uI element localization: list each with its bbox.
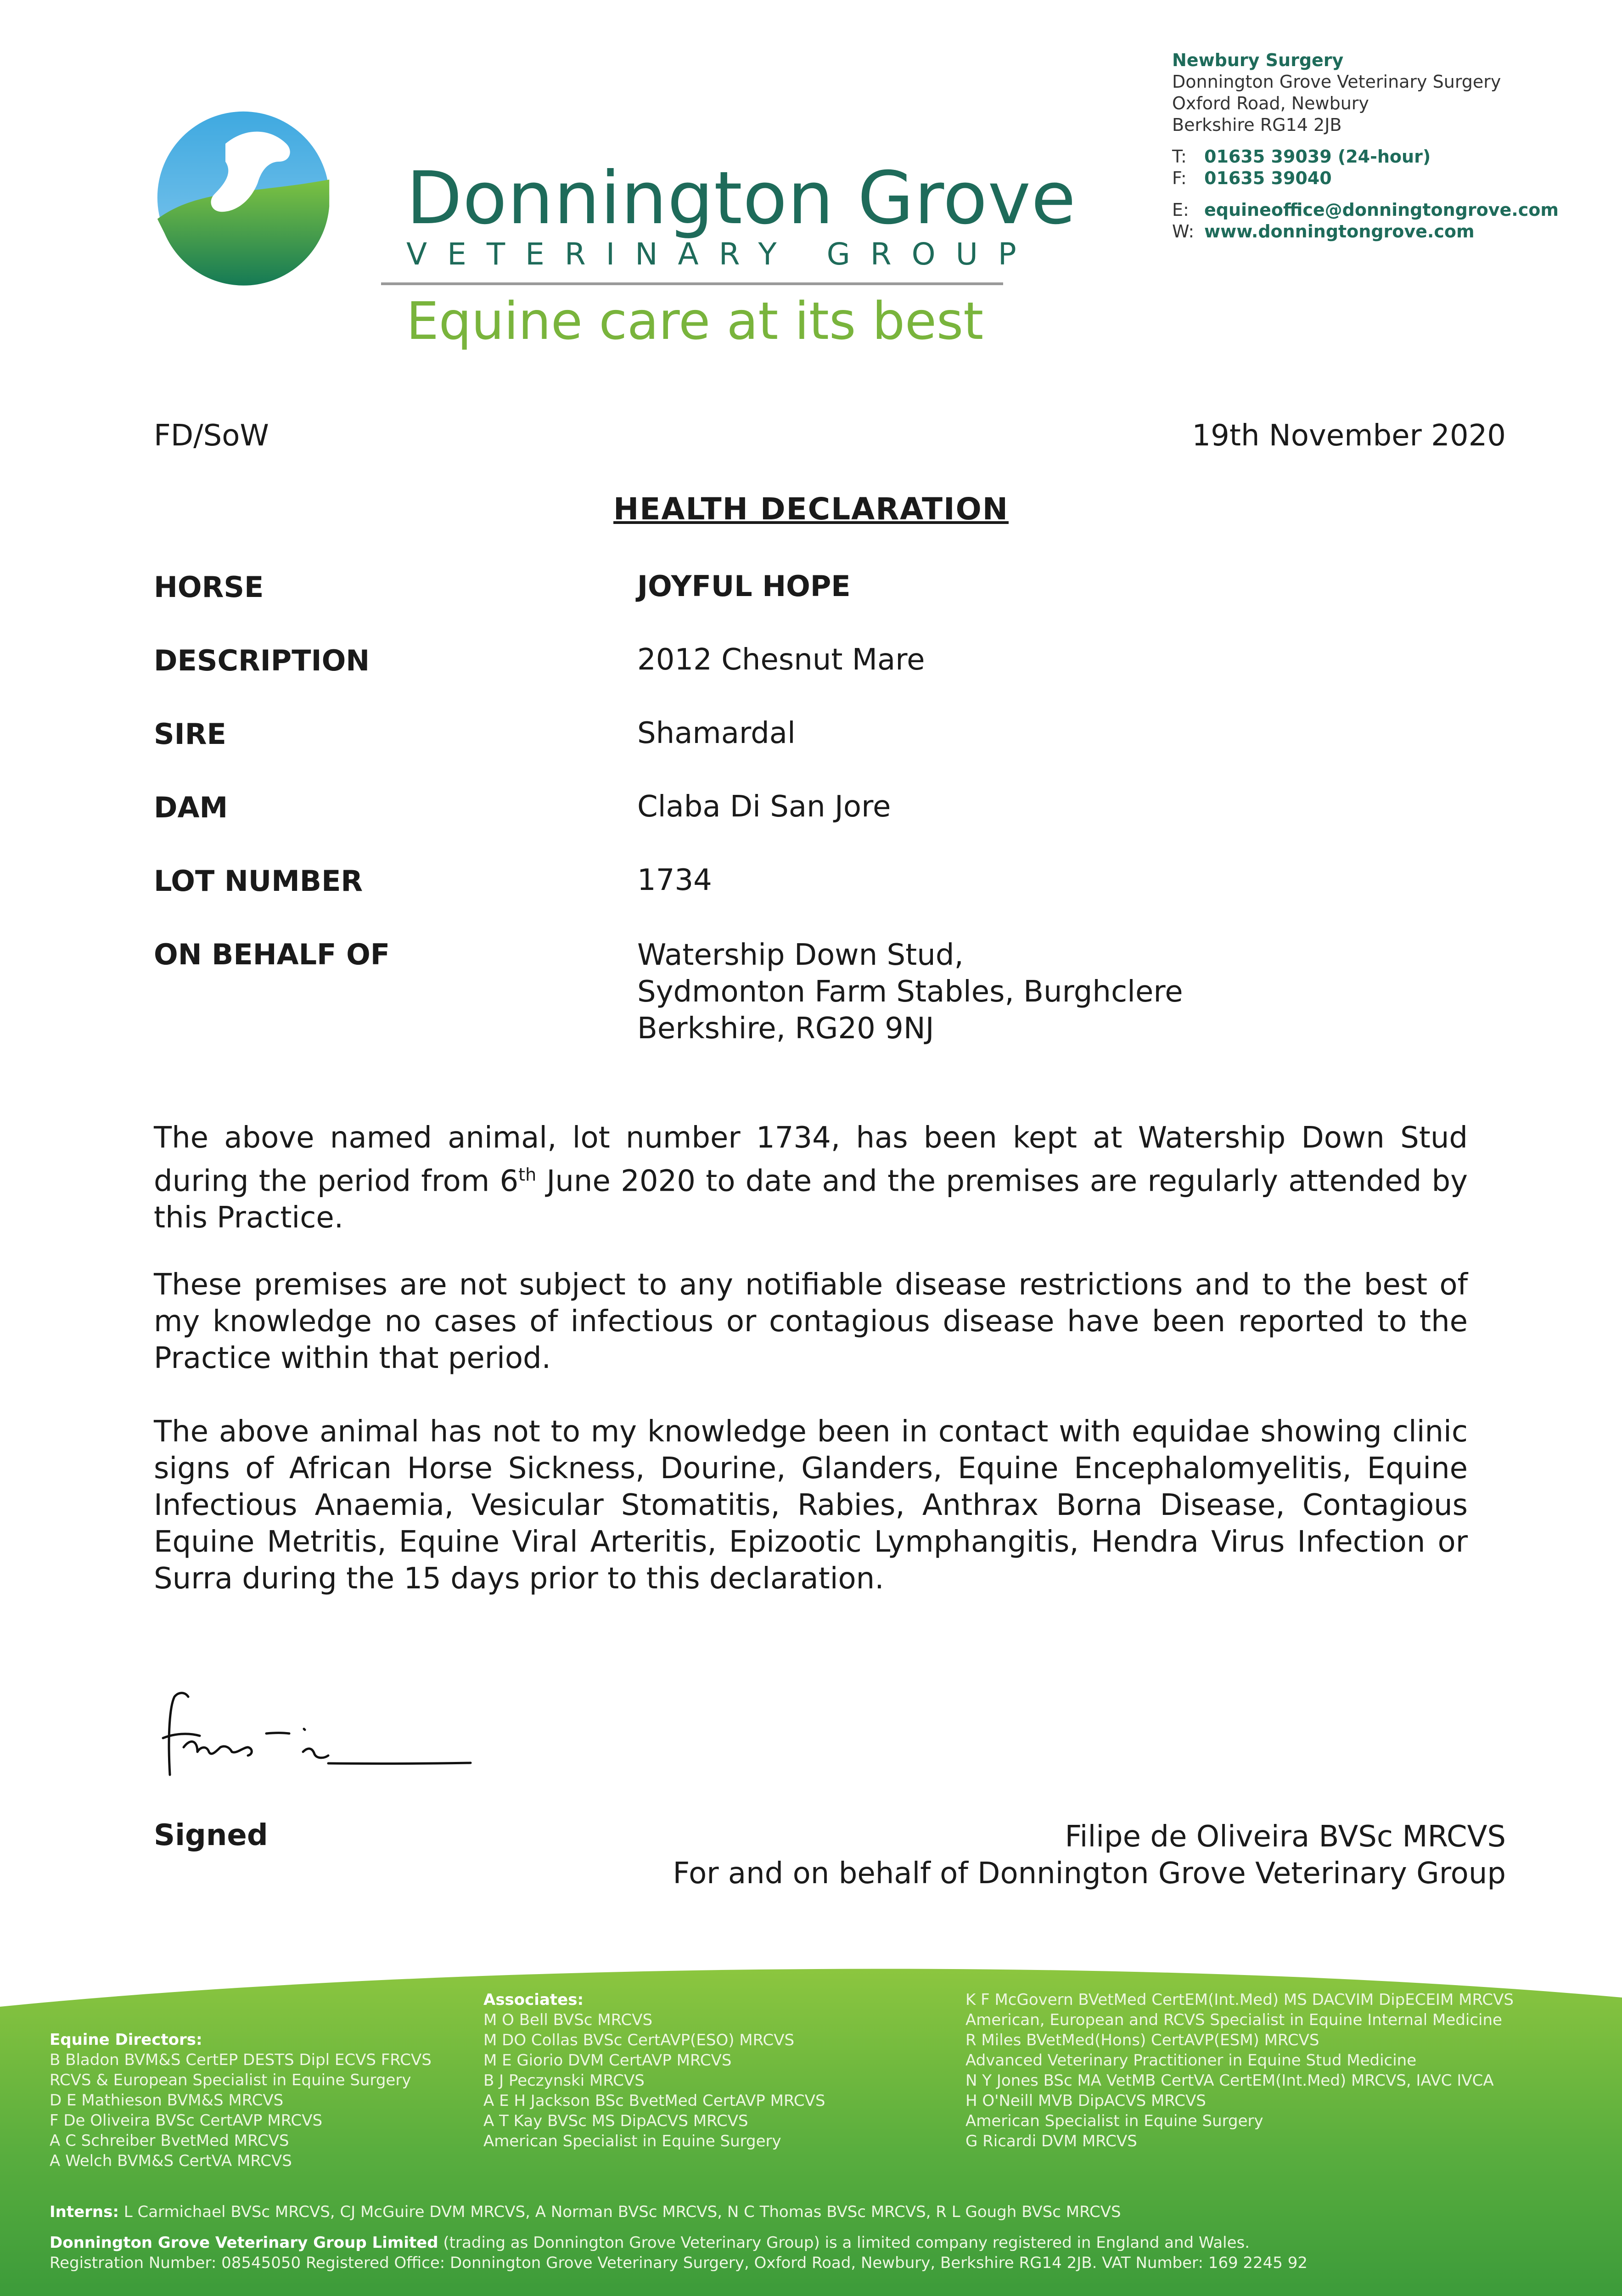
footer-directors bbox=[50, 2030, 432, 2171]
address-line: Watership Down Stud, bbox=[637, 938, 964, 972]
contact-address-line: Donnington Grove Veterinary Surgery bbox=[1172, 72, 1501, 92]
brand-divider bbox=[381, 282, 1003, 285]
ordinal-suffix: th bbox=[518, 1165, 537, 1185]
associate-line: American Specialist in Equine Surgery bbox=[965, 2112, 1263, 2130]
contact-title: Newbury Surgery bbox=[1172, 50, 1344, 70]
handwritten-signature bbox=[156, 1678, 477, 1789]
director-line: A Welch BVM&S CertVA MRCVS bbox=[50, 2152, 292, 2170]
director-line: F De Oliveira BVSc CertAVP MRCVS bbox=[50, 2111, 323, 2130]
document-title: HEALTH DECLARATION bbox=[613, 491, 1009, 527]
associate-line: G Ricardi DVM MRCVS bbox=[965, 2132, 1137, 2150]
associate-line: M DO Collas BVSc CertAVP(ESO) MRCVS bbox=[483, 2031, 795, 2049]
field-value-horse: JOYFUL HOPE bbox=[637, 569, 851, 603]
web-label: W: bbox=[1172, 221, 1195, 242]
address-line: Berkshire, RG20 9NJ bbox=[637, 1012, 934, 1046]
company-description: (trading as Donnington Grove Veterinary Group) is a limited company registered in England and Wales. bbox=[438, 2234, 1250, 2252]
interns-list: L Carmichael BVSc MRCVS, CJ McGuire DVM MRCVS, A Norman BVSc MRCVS, N C Thomas BVSc MRCVS, R L Gough BVSc MRCVS bbox=[118, 2203, 1121, 2221]
document-date: 19th November 2020 bbox=[1192, 419, 1506, 453]
associate-line: A E H Jackson BSc BvetMed CertAVP MRCVS bbox=[483, 2092, 825, 2110]
associate-line: B J Peczynski MRCVS bbox=[483, 2071, 645, 2090]
field-label-sire: SIRE bbox=[154, 717, 226, 751]
field-label-lot-number: LOT NUMBER bbox=[154, 864, 363, 898]
brand-tagline: Equine care at its best bbox=[406, 292, 984, 351]
contact-address-line: Oxford Road, Newbury bbox=[1172, 93, 1369, 113]
paragraph-1-text: The above named animal, lot number 1734, has been kept at Watership Down Stud during the period from 6 bbox=[154, 1121, 1468, 1199]
paragraph-1 bbox=[154, 1120, 1468, 1236]
fax-label: F: bbox=[1172, 168, 1187, 188]
reference-code: FD/SoW bbox=[154, 419, 269, 453]
associate-line: M O Bell BVSc MRCVS bbox=[483, 2011, 653, 2029]
associate-line: K F McGovern BVetMed CertEM(Int.Med) MS DACVIM DipECEIM MRCVS bbox=[965, 1991, 1514, 2009]
director-line: B Bladon BVM&S CertEP DESTS Dipl ECVS FRCVS bbox=[50, 2051, 432, 2069]
email-link[interactable]: equineoffice@donningtongrove.com bbox=[1204, 200, 1559, 220]
field-value-sire: Shamardal bbox=[637, 716, 796, 750]
donnington-grove-logo bbox=[154, 108, 333, 287]
footer-legal bbox=[50, 2233, 1308, 2273]
field-value-lot-number: 1734 bbox=[637, 863, 712, 897]
phone-number[interactable]: 01635 39039 (24-hour) bbox=[1204, 146, 1431, 167]
brand-name: Donnington Grove bbox=[406, 156, 1077, 241]
director-line: RCVS & European Specialist in Equine Surgery bbox=[50, 2071, 411, 2089]
associate-line: N Y Jones BSc MA VetMB CertVA CertEM(Int.Med) MRCVS, IAVC IVCA bbox=[965, 2071, 1494, 2090]
paragraph-1-text-end: June 2020 to date and the premises are regularly attended by this Practice. bbox=[154, 1164, 1468, 1235]
field-value-description: 2012 Chesnut Mare bbox=[637, 643, 925, 677]
field-label-description: DESCRIPTION bbox=[154, 644, 370, 677]
company-name: Donnington Grove Veterinary Group Limited bbox=[50, 2234, 438, 2252]
footer-associates-continued bbox=[965, 1990, 1514, 2151]
director-line: A C Schreiber BvetMed MRCVS bbox=[50, 2132, 289, 2150]
associate-line: R Miles BVetMed(Hons) CertAVP(ESM) MRCVS bbox=[965, 2031, 1319, 2049]
field-value-on-behalf-of bbox=[637, 937, 1183, 1047]
contact-block bbox=[1172, 50, 1559, 242]
interns-title: Interns: bbox=[50, 2203, 119, 2221]
field-label-dam: DAM bbox=[154, 791, 228, 824]
signatory-behalf: For and on behalf of Donnington Grove Veterinary Group bbox=[673, 1857, 1506, 1891]
brand-subtitle: VETERINARY GROUP bbox=[406, 236, 1037, 272]
directors-title: Equine Directors: bbox=[50, 2031, 202, 2049]
footer-interns bbox=[50, 2202, 1121, 2222]
associate-line: American, European and RCVS Specialist in Equine Internal Medicine bbox=[965, 2011, 1502, 2029]
associate-line: Advanced Veterinary Practitioner in Equine Stud Medicine bbox=[965, 2051, 1417, 2070]
field-label-horse: HORSE bbox=[154, 570, 264, 604]
associate-line: American Specialist in Equine Surgery bbox=[483, 2132, 781, 2150]
address-line: Sydmonton Farm Stables, Burghclere bbox=[637, 975, 1183, 1009]
registration-details: Registration Number: 08545050 Registered Office: Donnington Grove Veterinary Surgery, Oxford Road, Newbury, Berkshire RG14 2JB. VAT Number: 169 2245 92 bbox=[50, 2254, 1308, 2272]
signatory-name: Filipe de Oliveira BVSc MRCVS bbox=[1065, 1820, 1506, 1854]
fax-number: 01635 39040 bbox=[1204, 168, 1332, 188]
director-line: D E Mathieson BVM&S MRCVS bbox=[50, 2091, 284, 2110]
field-label-on-behalf-of: ON BEHALF OF bbox=[154, 938, 390, 971]
paragraph-2: These premises are not subject to any notifiable disease restrictions and to the best of my knowledge no cases of infectious or contagious disease have been reported to the Practice within that period. bbox=[154, 1268, 1468, 1375]
paragraph-3: The above animal has not to my knowledge been in contact with equidae showing clinic signs of African Horse Sickness, Dourine, Glanders, Equine Encephalomyelitis, Equine Infectious Anaemia, Vesicular Stomatitis, Rabies, Anthrax Borna Disease, Contagious Equine Metritis, Equine Viral Arteritis, Epizootic Lymphangitis, Hendra Virus Infection or Surra during the 15 days prior to this declaration. bbox=[154, 1415, 1468, 1596]
contact-address-line: Berkshire RG14 2JB bbox=[1172, 115, 1342, 135]
email-label: E: bbox=[1172, 200, 1189, 220]
associate-line: A T Kay BVSc MS DipACVS MRCVS bbox=[483, 2112, 748, 2130]
tel-label: T: bbox=[1172, 146, 1187, 167]
associate-line: M E Giorio DVM CertAVP MRCVS bbox=[483, 2051, 732, 2070]
website-link[interactable]: www.donningtongrove.com bbox=[1204, 221, 1475, 242]
associate-line: H O'Neill MVB DipACVS MRCVS bbox=[965, 2092, 1206, 2110]
footer-associates bbox=[483, 1990, 825, 2151]
signatory-block bbox=[673, 1818, 1506, 1892]
associates-title: Associates: bbox=[483, 1991, 584, 2009]
field-value-dam: Claba Di San Jore bbox=[637, 790, 891, 824]
signed-label: Signed bbox=[154, 1818, 268, 1852]
